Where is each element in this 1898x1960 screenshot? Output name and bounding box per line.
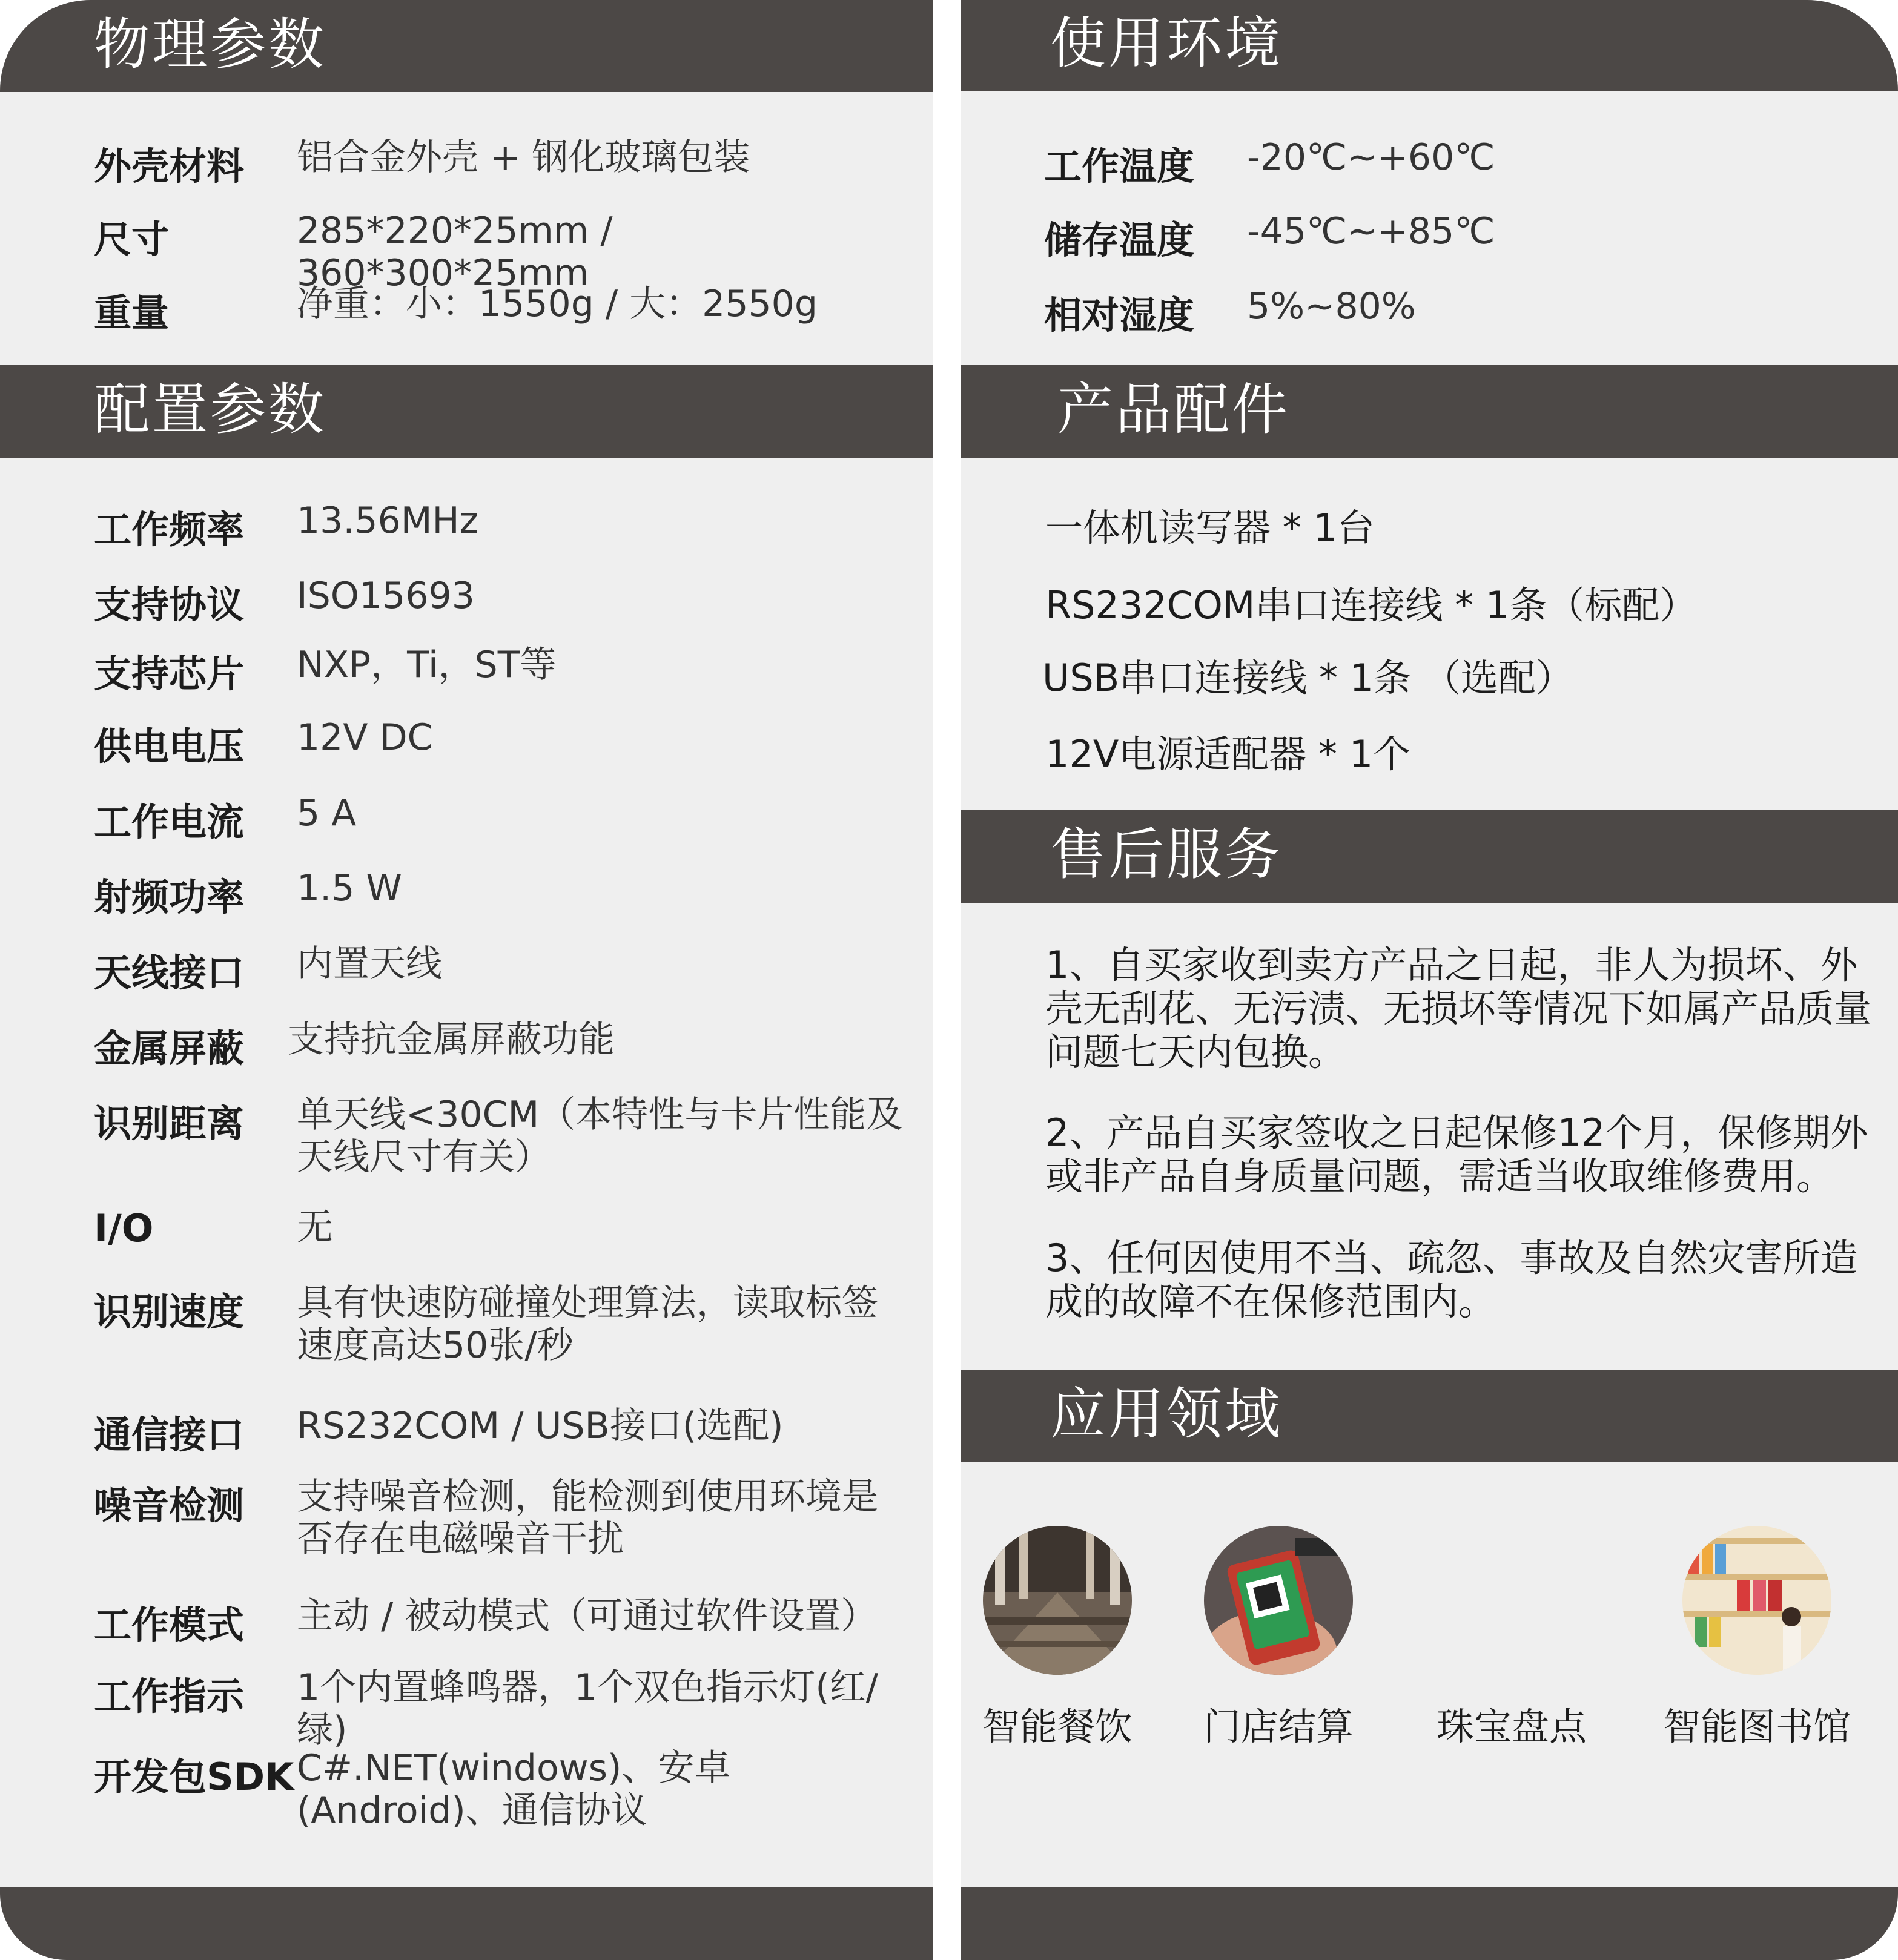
- row-label: 相对湿度: [1044, 293, 1195, 337]
- row-label: 支持协议: [94, 582, 245, 627]
- row-value: 单天线<30CM（本特性与卡片性能及天线尺寸有关）: [297, 1094, 903, 1178]
- environment-title: 使用环境: [1050, 11, 1283, 76]
- row-label: 开发包SDK: [94, 1755, 294, 1799]
- row-value: 12V DC: [297, 716, 433, 759]
- row-value: 1个内置蜂鸣器，1个双色指示灯(红/绿): [297, 1666, 878, 1751]
- row-value: 主动 / 被动模式（可通过软件设置）: [297, 1595, 878, 1637]
- app-label: 珠宝盘点: [1436, 1704, 1587, 1749]
- physical-title: 物理参数: [94, 12, 327, 77]
- left-footer-bar: [0, 1887, 933, 1960]
- row-value: ISO15693: [297, 575, 475, 617]
- row-label: 工作模式: [94, 1603, 245, 1647]
- service-title: 售后服务: [1050, 822, 1283, 887]
- library-photo-icon: [1682, 1526, 1831, 1675]
- row-value: 285*220*25mm / 360*300*25mm: [297, 210, 613, 294]
- service-item: 3、任何因使用不当、疏忽、事故及自然灾害所造成的故障不在保修范围内。: [1045, 1236, 1858, 1324]
- service-item: 2、产品自买家签收之日起保修12个月，保修期外或非产品自身质量问题，需适当收取维修费用。: [1045, 1110, 1868, 1198]
- row-label: 工作温度: [1044, 144, 1195, 188]
- row-value: NXP，Ti，ST等: [297, 644, 557, 686]
- applications-title: 应用领域: [1050, 1382, 1283, 1447]
- app-store-checkout: [1191, 1526, 1366, 1750]
- row-value: 无: [297, 1206, 333, 1249]
- row-value: 1.5 W: [297, 867, 402, 909]
- row-label: 识别速度: [94, 1290, 245, 1334]
- accessories-title: 产品配件: [1057, 377, 1291, 442]
- service-header: [961, 810, 1898, 903]
- row-label: 工作电流: [94, 800, 245, 844]
- row-label: 重量: [94, 291, 170, 335]
- row-label: 尺寸: [94, 217, 170, 262]
- row-value: -20℃~+60℃: [1247, 136, 1495, 179]
- app-label: 智能餐饮: [982, 1704, 1133, 1749]
- row-value: 具有快速防碰撞处理算法，读取标签速度高达50张/秒: [297, 1282, 878, 1367]
- row-label: 天线接口: [94, 951, 245, 995]
- row-label: 射频功率: [94, 875, 245, 919]
- accessory-item: RS232COM串口连接线 * 1条（标配）: [1045, 583, 1698, 627]
- row-value: C#.NET(windows)、安卓(Android)、通信协议: [297, 1747, 731, 1832]
- service-item: 1、自买家收到卖方产品之日起，非人为损坏、外壳无刮花、无污渍、无损坏等情况下如属产品质量问题七天内包换。: [1045, 943, 1872, 1074]
- row-value: 铝合金外壳 + 钢化玻璃包装: [297, 136, 750, 179]
- row-label: 支持芯片: [94, 652, 245, 696]
- app-jewelry: [1421, 1526, 1602, 1750]
- row-label: 识别距离: [94, 1101, 245, 1146]
- right-column: [961, 0, 1898, 1960]
- row-value: 5%~80%: [1247, 285, 1416, 328]
- app-library: [1654, 1526, 1860, 1750]
- row-label: 工作指示: [94, 1674, 245, 1718]
- config-header: [0, 365, 933, 458]
- row-label: 储存温度: [1044, 218, 1195, 262]
- accessory-item: 一体机读写器 * 1台: [1045, 506, 1375, 550]
- accessory-item: 12V电源适配器 * 1个: [1045, 732, 1411, 776]
- row-value: -45℃~+85℃: [1247, 210, 1495, 252]
- restaurant-photo-icon: [983, 1526, 1132, 1675]
- row-value: 支持噪音检测，能检测到使用环境是否存在电磁噪音干扰: [297, 1476, 878, 1560]
- row-label: 通信接口: [94, 1413, 245, 1457]
- right-footer-bar: [961, 1887, 1898, 1960]
- physical-header: [0, 0, 933, 92]
- row-value: 净重：小：1550g / 大：2550g: [297, 283, 818, 325]
- phone-payment-photo-icon: [1204, 1526, 1353, 1675]
- row-label: 工作频率: [94, 507, 245, 552]
- left-column: [0, 0, 933, 1960]
- row-label: I/O: [94, 1206, 154, 1250]
- row-value: 13.56MHz: [297, 500, 479, 542]
- row-value: RS232COM / USB接口(选配): [297, 1405, 784, 1447]
- environment-header: [961, 0, 1898, 91]
- row-value: 支持抗金属屏蔽功能: [288, 1018, 615, 1061]
- row-value: 内置天线: [297, 943, 442, 985]
- accessory-item: USB串口连接线 * 1条 （选配）: [1042, 656, 1573, 700]
- row-label: 外壳材料: [94, 144, 245, 188]
- row-label: 噪音检测: [94, 1483, 245, 1528]
- app-label: 门店结算: [1203, 1704, 1354, 1749]
- jewelry-photo-icon: [1437, 1526, 1586, 1675]
- row-label: 供电电压: [94, 724, 245, 768]
- app-label: 智能图书馆: [1662, 1704, 1851, 1749]
- row-value: 5 A: [297, 792, 357, 834]
- app-restaurant: [970, 1526, 1145, 1750]
- accessories-header: [961, 365, 1898, 458]
- config-title: 配置参数: [94, 377, 327, 442]
- applications-header: [961, 1370, 1898, 1462]
- row-label: 金属屏蔽: [94, 1026, 245, 1071]
